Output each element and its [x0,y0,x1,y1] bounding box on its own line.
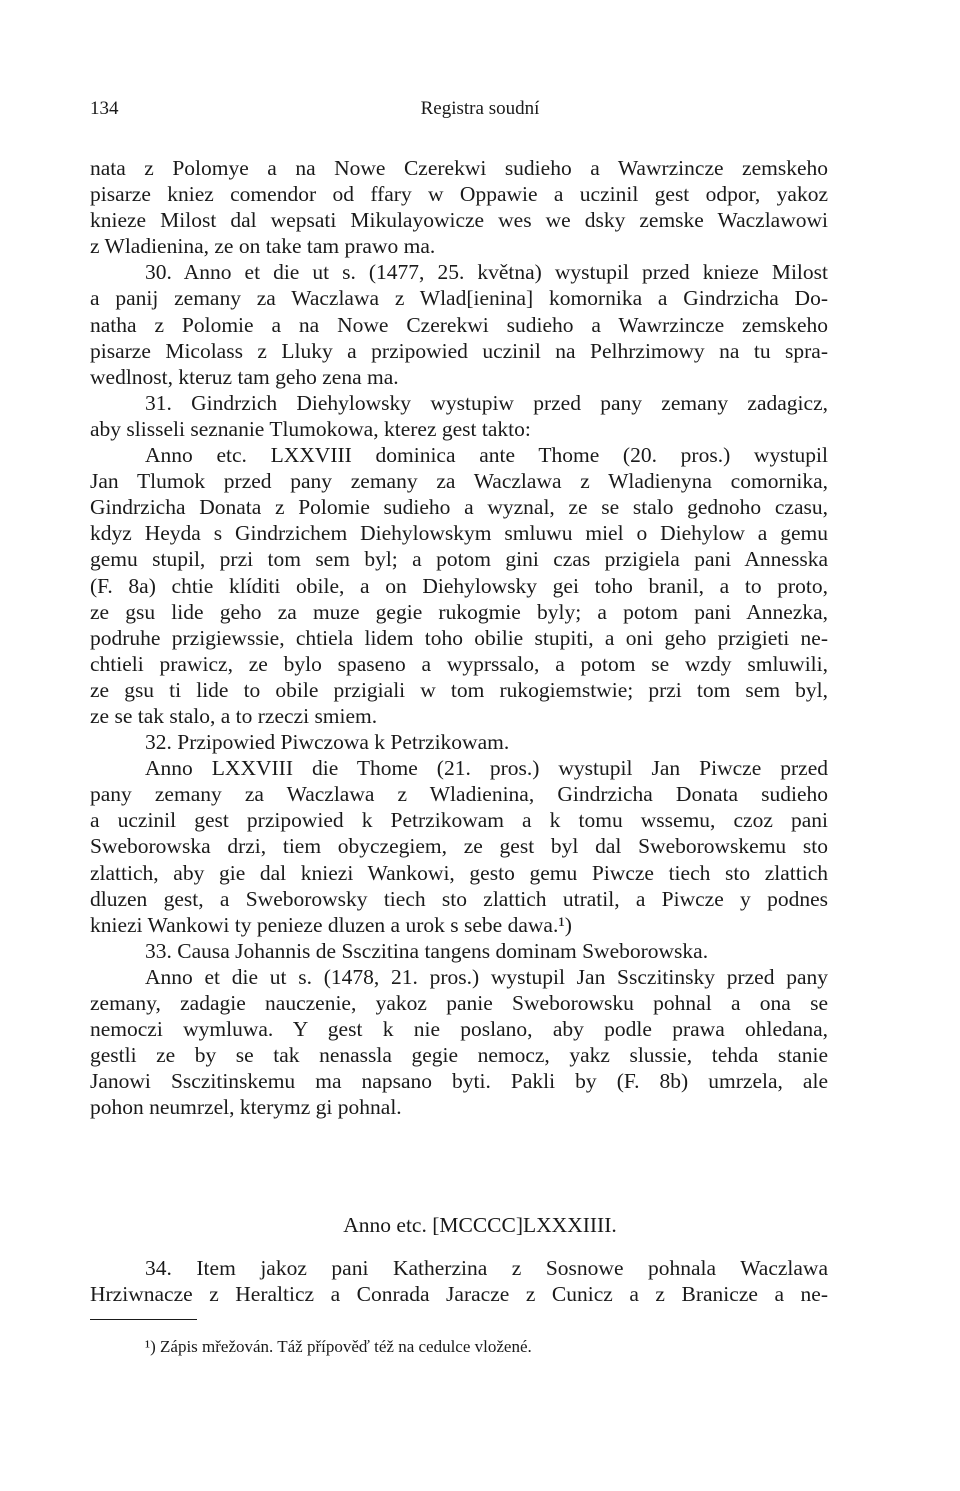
running-title: Registra soudní [420,98,540,119]
text-line: aby slisseli seznanie Tlumokowa, kterez gest takto: [90,416,531,441]
main-text-continued [90,1255,828,1307]
text-line: z Wladienina, ze on take tam prawo ma. [90,234,436,259]
text-line: ze se tak stalo, a to rzeczi smiem. [90,703,378,728]
text-line: zemany, zadagie nauczenie, yakoz panie Sweborowsku pohnal a ona se [90,991,828,1015]
text-line: wedlnost, kteruz tam geho zena ma. [90,364,399,389]
text-line: 33. Causa Johannis de Ssczitina tangens dominam Sweborowska. [145,938,709,963]
text-line: a panij zemany za Waczlawa z Wlad[ienina] komornika a Gindrzicha Do- [90,286,828,311]
text-line: 30. Anno et die ut s. (1477, 25. května) wystupil przed knieze Milost [145,260,828,285]
text-line: podruhe przigiewssie, chtiela lidem toho obilie stupiti, a oni geho przigieti ne- [90,625,828,650]
text-line: Janowi Ssczitinskemu ma napsano byti. Pakli by (F. 8b) umrzela, ale [90,1069,828,1094]
text-line: Gindrzicha Donata z Polomie sudieho a wyznal, ze se stalo gednoho czasu, [90,495,828,520]
text-line: 31. Gindrzich Diehylowsky wystupiw przed pany zemany zadagicz, [145,390,828,415]
text-line: kdyz Heyda s Gindrzichem Diehylowskym smluwu miel o Diehylow a gemu [90,521,828,546]
text-line: zlattich, aby gie dal kniezi Wankowi, gesto gemu Piwcze tiech sto zlattich [90,860,828,885]
text-line: a uczinil gest przipowied k Petrzikowam a k tomu wssemu, czoz pani [90,808,828,833]
text-line: pisarze kniez comendor od ffary w Oppawie a uczinil gest odpor, yakoz [90,182,828,207]
text-line: pany zemany za Waczlawa z Wladienina, Gindrzicha Donata sudieho [90,782,828,807]
text-line: (F. 8a) chtie klíditi obile, a on Diehylowsky gei toho branil, a to proto, [90,573,828,598]
text-line: pohon neumrzel, kterymz gi pohnal. [90,1095,402,1120]
text-line: Hrziwnacze z Heralticz a Conrada Jaracze z Cunicz a z Branicze a ne- [90,1282,828,1307]
text-line: Anno etc. LXXVIII dominica ante Thome (20. pros.) wystupil [145,443,828,468]
text-line: natha z Polomie a na Nowe Czerekwi sudieho a Wawrzincze zemskeho [90,312,828,337]
text-line: Anno LXXVIII die Thome (21. pros.) wystupil Jan Piwcze przed [145,756,828,781]
page-number: 134 [90,98,119,119]
footnote-rule [90,1319,197,1320]
text-line: chtieli prawicz, ze bylo spaseno a wyprssalo, a potom se wzdy smluwili, [90,651,828,676]
text-line: kniezi Wankowi ty penieze dluzen a urok s sebe dawa.¹) [90,912,572,937]
text-line: pisarze Micolass z Lluky a przipowied uczinil na Pelhrzimowy na tu spra- [90,338,828,363]
text-line: 34. Item jakoz pani Katherzina z Sosnowe pohnala Waczlawa [145,1256,828,1280]
text-line: nemoczi wymluwa. Y gest k nie poslano, aby podle prawa ohledana, [90,1017,828,1042]
footnote: ¹) Zápis mřežován. Táž přípověď též na cedulce vložené. [145,1337,532,1356]
text-line: 32. Przipowied Piwczowa k Petrzikowam. [145,730,510,755]
text-line: gemu stupil, przi tom sem byl; a potom gini czas przigiela pani Annesska [90,547,828,572]
main-text [90,155,828,1120]
text-line: dluzen gest, a Sweborowsky tiech sto zlattich utratil, a Piwcze y podnes [90,886,828,911]
text-line: gestli ze by se tak nenassla gegie nemocz, yakz slussie, tehda stanie [90,1043,828,1068]
year-heading: Anno etc. [MCCCC]LXXXIIII. [343,1213,617,1237]
text-line: Jan Tlumok przed pany zemany za Waczlawa z Wladienyna comornika, [90,469,828,494]
text-line: ze gsu lide geho za muze gegie rukogmie byly; a potom pani Annezka, [90,599,828,624]
text-line: Anno et die ut s. (1478, 21. pros.) wystupil Jan Ssczitinsky przed pany [145,964,828,989]
text-line: nata z Polomye a na Nowe Czerekwi sudieho a Wawrzincze zemskeho [90,156,828,180]
text-line: Sweborowska drzi, tiem obyczegiem, ze gest byl dal Sweborowskemu sto [90,834,828,859]
text-line: knieze Milost dal wepsati Mikulayowicze wes we dsky zemske Waczlawowi [90,208,828,233]
text-line: ze gsu ti lide to obile przigiali w tom rukogiemstwie; przi tom sem byl, [90,677,828,702]
